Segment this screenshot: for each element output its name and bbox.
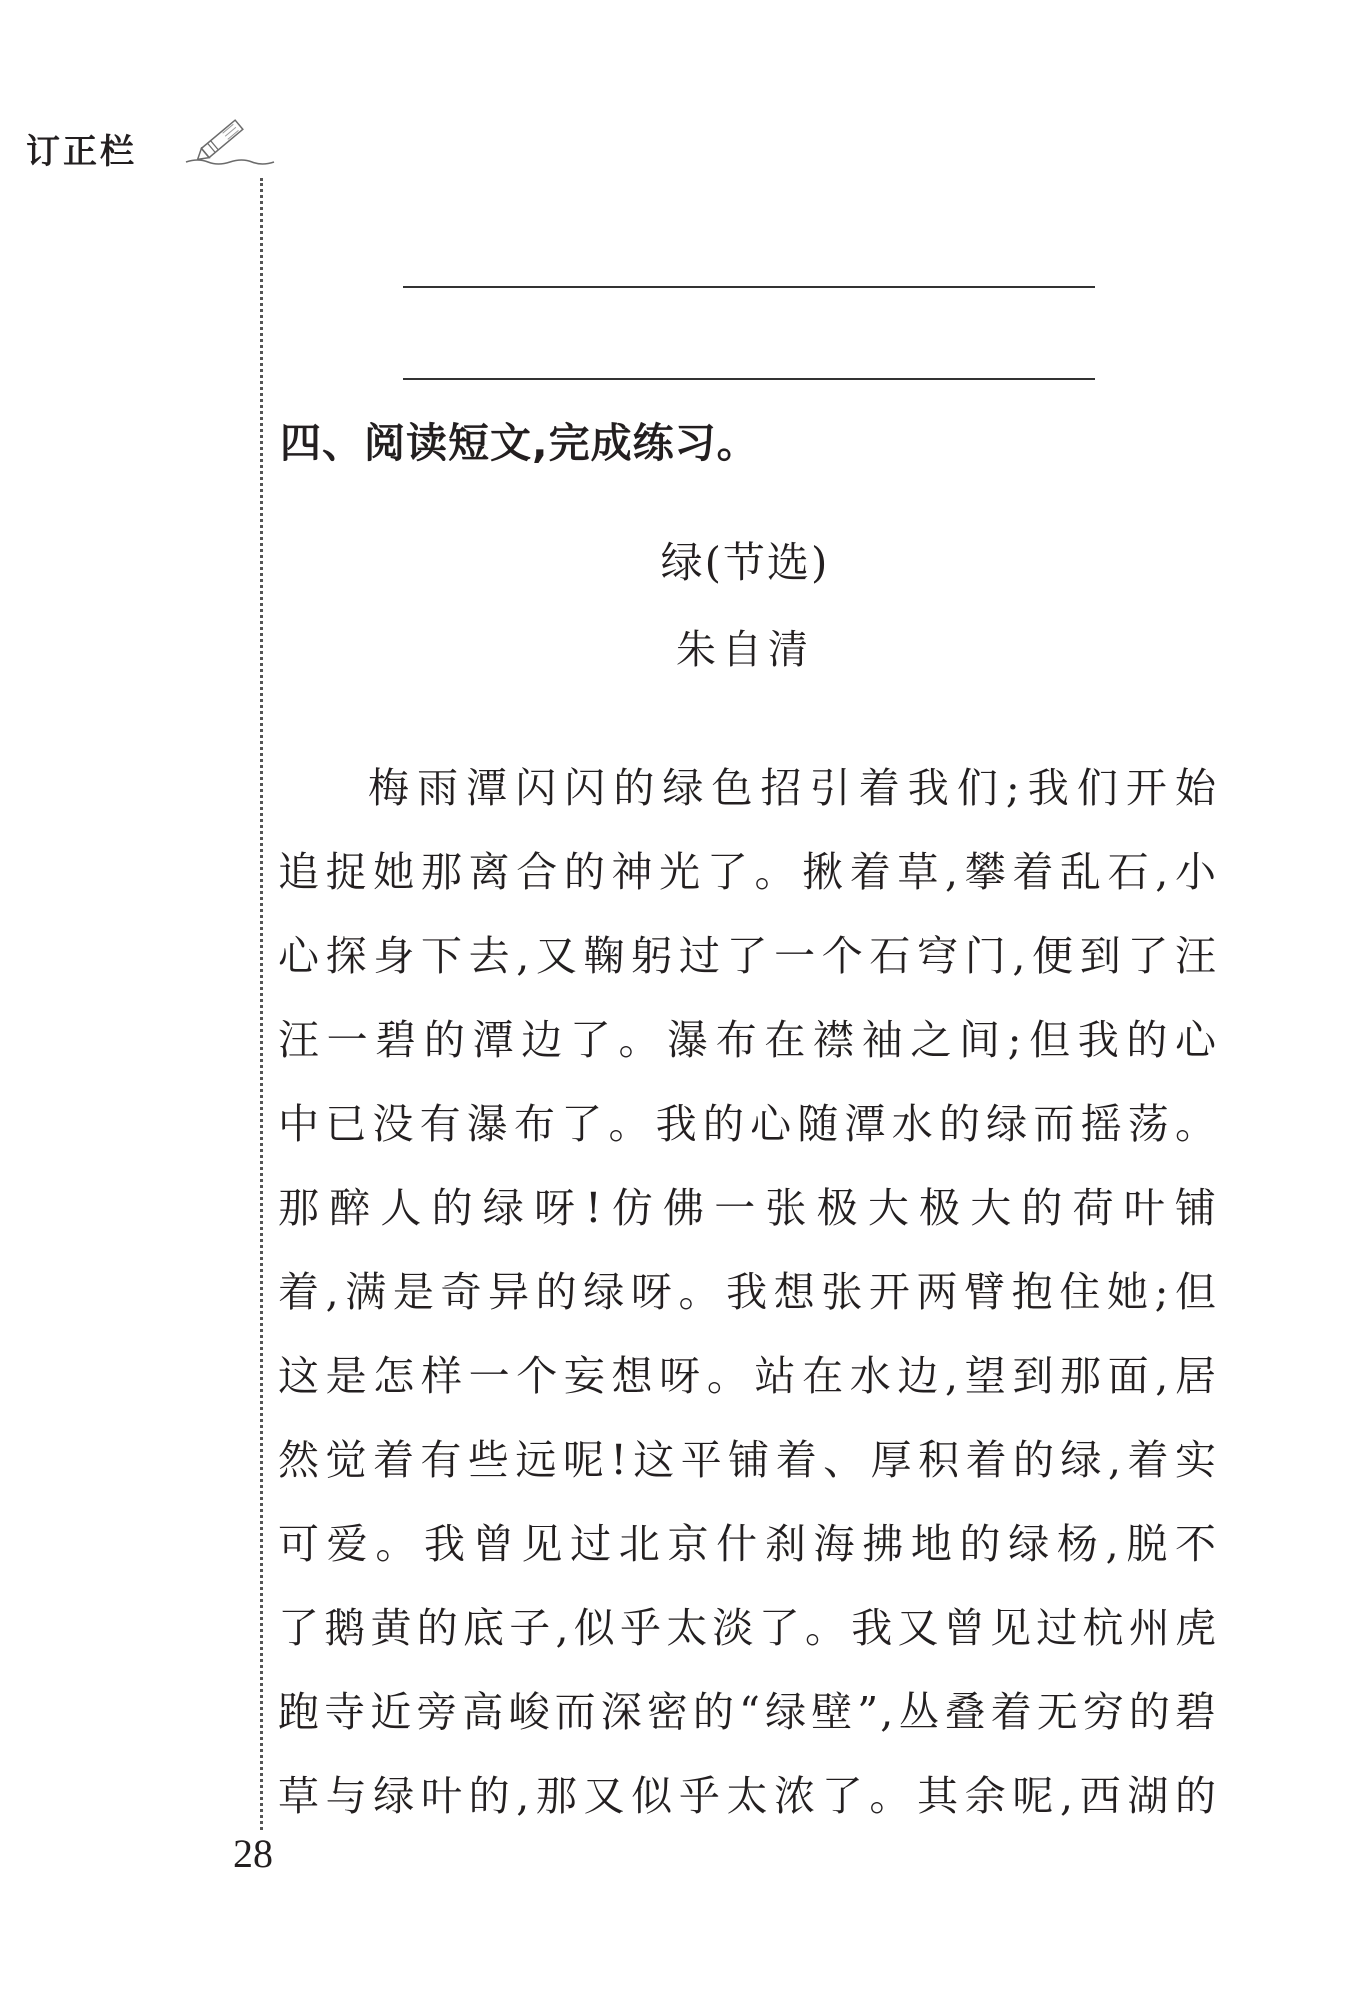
page-number: 28 xyxy=(233,1831,273,1876)
passage-line: 中已没有瀑布了。我的心随潭水的绿而摇荡。 xyxy=(278,1100,1218,1148)
passage-line: 梅雨潭闪闪的绿色招引着我们;我们开始 xyxy=(368,764,1218,812)
correction-column-label: 订正栏 xyxy=(26,132,137,172)
section-heading: 四、阅读短文,完成练习。 xyxy=(280,419,759,467)
pencil-icon xyxy=(176,118,276,168)
passage-line: 跑寺近旁高峻而深密的“绿壁”,丛叠着无穷的碧 xyxy=(278,1688,1218,1736)
passage-line: 那醉人的绿呀!仿佛一张极大极大的荷叶铺 xyxy=(278,1184,1218,1232)
passage-title: 绿(节选) xyxy=(660,538,830,587)
answer-line[interactable] xyxy=(403,378,1095,380)
passage-line: 这是怎样一个妄想呀。站在水边,望到那面,居 xyxy=(278,1352,1218,1400)
passage-line: 了鹅黄的底子,似乎太淡了。我又曾见过杭州虎 xyxy=(278,1604,1218,1652)
passage-line: 可爱。我曾见过北京什刹海拂地的绿杨,脱不 xyxy=(278,1520,1218,1568)
passage-line: 汪一碧的潭边了。瀑布在襟袖之间;但我的心 xyxy=(278,1016,1218,1064)
passage-author: 朱自清 xyxy=(676,627,814,673)
passage-line: 心探身下去,又鞠躬过了一个石穹门,便到了汪 xyxy=(278,932,1218,980)
passage-line: 草与绿叶的,那又似乎太浓了。其余呢,西湖的 xyxy=(278,1772,1218,1820)
passage-line: 追捉她那离合的神光了。揪着草,攀着乱石,小 xyxy=(278,848,1218,896)
answer-line[interactable] xyxy=(403,286,1095,288)
correction-margin-divider xyxy=(260,178,263,1830)
passage-line: 着,满是奇异的绿呀。我想张开两臂抱住她;但 xyxy=(278,1268,1218,1316)
passage-body xyxy=(278,746,1218,1838)
correction-column-header xyxy=(26,118,266,178)
passage-line: 然觉着有些远呢!这平铺着、厚积着的绿,着实 xyxy=(278,1436,1218,1484)
